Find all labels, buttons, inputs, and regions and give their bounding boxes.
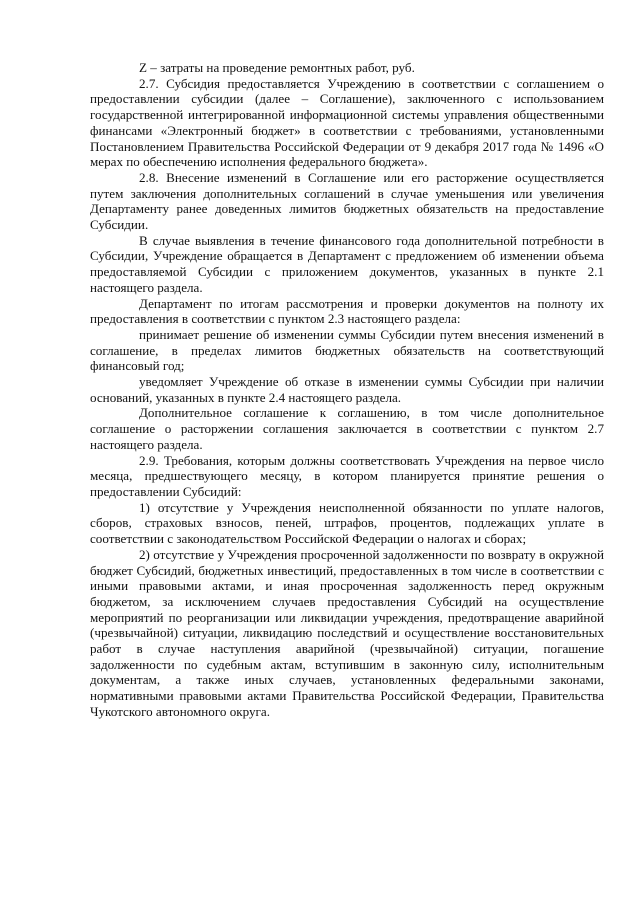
paragraph-requirement-2: 2) отсутствие у Учреждения просроченной задолженности по возврату в окружной бюджет Субсидий, бюджетных инвестиций, предоставленных в том числе в соответствии с иными правовыми актами, и иная просроченная задолженность перед окружным бюджетом, за исключением случаев предоставления Субсидий на осуществление мероприятий по реорганизации или ликвидации учреждения, предотвращение аварийной (чрезвычайной) ситуации, ликвидацию последствий и осуществление восстановительных работ в случае наступления аварийной (чрезвычайной) ситуации, погашение задолженности по судебным актам, вступившим в законную силу, исполнительным документам, а также иных случаев, установленных федеральными законами, нормативными правовыми актами Правительства Российской Федерации, Правительства Чукотского автономного округа. bbox=[90, 546, 604, 719]
paragraph-supplementary-agreement: Дополнительное соглашение к соглашению, в том числе дополнительное соглашение о расторжении соглашения заключается в соответствии с пунктом 2.7 настоящего раздела. bbox=[90, 405, 604, 452]
paragraph-decision-change: принимает решение об изменении суммы Субсидии путем внесения изменений в соглашение, в пределах лимитов бюджетных обязательств на соответствующий финансовый год; bbox=[90, 326, 604, 374]
paragraph-requirement-1: 1) отсутствие у Учреждения неисполненной обязанности по уплате налогов, сборов, страховых взносов, пеней, штрафов, процентов, подлежащих уплате в соответствии с законодательством Российской Федерации о налогах и сборах; bbox=[90, 499, 604, 547]
paragraph-refusal-notice: уведомляет Учреждение об отказе в изменении суммы Субсидии при наличии оснований, указанных в пункте 2.4 настоящего раздела. bbox=[90, 374, 604, 405]
paragraph-2-8: 2.8. Внесение изменений в Соглашение или его расторжение осуществляется путем заключения дополнительных соглашений в случае уменьшения или увеличения Департаменту ранее доведенных лимитов бюджетных обязательств на предоставление Субсидии. bbox=[90, 169, 604, 233]
document-page bbox=[90, 60, 604, 720]
paragraph-2-7: 2.7. Субсидия предоставляется Учреждению в соответствии с соглашением о предоставлении субсидии (далее – Соглашение), заключенного с использованием государственной интегрированной информационной системы управления общественными финансами «Электронный бюджет» в соответствии с требованиями, установленными Постановлением Правительства Российской Федерации от 9 декабря 2017 года № 1496 «О мерах по обеспечению исполнения федерального бюджета». bbox=[90, 75, 604, 170]
paragraph-2-9: 2.9. Требования, которым должны соответствовать Учреждения на первое число месяца, предшествующего месяцу, в котором планируется принятие решения о предоставлении Субсидий: bbox=[90, 452, 604, 499]
paragraph-department-review: Департамент по итогам рассмотрения и проверки документов на полноту их предоставления в соответствии с пунктом 2.3 настоящего раздела: bbox=[90, 295, 604, 327]
paragraph-cost-definition: Z – затраты на проведение ремонтных работ, руб. bbox=[139, 60, 415, 75]
paragraph-additional-need: В случае выявления в течение финансового года дополнительной потребности в Субсидии, Учреждение обращается в Департамент с предложением об изменении объема предоставляемой Субсидии с приложением документов, указанных в пункте 2.1 настоящего раздела. bbox=[90, 232, 604, 295]
